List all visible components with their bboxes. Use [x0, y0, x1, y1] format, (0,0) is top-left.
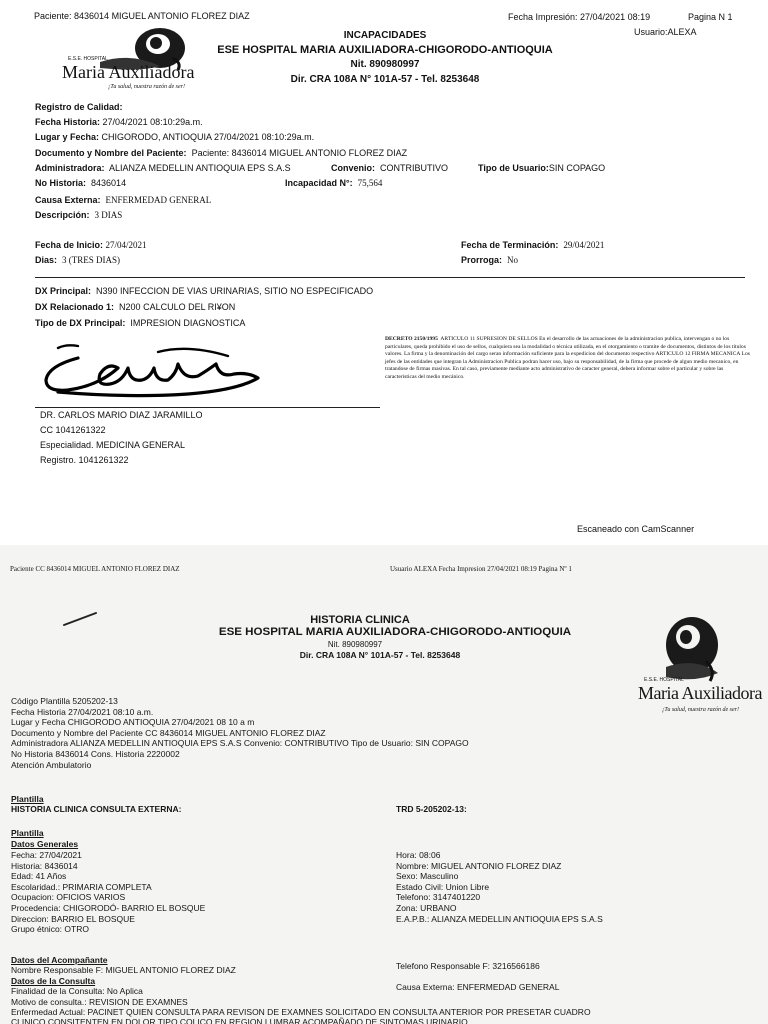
- plantilla-heading-2: Plantilla: [11, 828, 44, 838]
- no-historia-row: [35, 178, 126, 188]
- admin-row: [35, 163, 291, 173]
- address: Dir. CRA 108A N° 101A-57 - Tel. 8253648: [290, 74, 480, 85]
- field-nombre: Nombre: MIGUEL ANTONIO FLOREZ DIAZ: [396, 860, 562, 871]
- lugar-label: Lugar y Fecha:: [35, 132, 100, 142]
- fecha-term-label: Fecha de Terminación:: [461, 240, 559, 250]
- dias-value: 3 (TRES DIAS): [62, 255, 121, 265]
- causa-row: [35, 195, 211, 205]
- fecha-historia-label: Fecha Historia:: [35, 117, 101, 127]
- hospital-name: ESE HOSPITAL MARIA AUXILIADORA-CHIGORODO-ANTIOQUIA: [217, 44, 553, 56]
- decreto-body: ARTICULO 11 SUPRESION DE SELLOS En el desarrollo de las actuaciones de la administracion publica, intervengan o no los particulares, queda prohibido el uso de sellos, cualquiera sea la modalidad o técnica utilizada, en el otorgamiento o tramite de documentos, distintos de los títulos valores. La firma y la denominación del cargo seran información suficiente para la expedicion del documento respectivo ARTICULO 12 FIRMA MECANICA Los jefes de las entidades que integran la Administracion Publica podran hacer uso, bajo su responsabilidad, de la firma que procede de algun medio mecanico, en tratandose de firmas masivas. En tal caso, previamente mediante acto administrativo de caracter general, debera informar sobre el particular y sobre las caracteristicas del medio mecánico.: [385, 336, 750, 380]
- causa-value: ENFERMEDAD GENERAL: [105, 195, 212, 205]
- decreto-text-block: [385, 336, 750, 382]
- causa-externa: Causa Externa: ENFERMEDAD GENERAL: [396, 982, 560, 992]
- page2-line: No Historia 8436014 Cons. Historia 2220002: [11, 748, 180, 759]
- patient-header: Paciente: 8436014 MIGUEL ANTONIO FLOREZ DIAZ: [34, 11, 250, 21]
- tipo-dx-row: [35, 318, 245, 328]
- page2-logo-tagline: ¡Tu salud, nuestra razón de ser!: [662, 707, 740, 713]
- lugar-value: CHIGORODO, ANTIOQUIA 27/04/2021 08:10:29a.m.: [101, 132, 315, 142]
- doctor-cc: CC 1041261322: [40, 425, 106, 435]
- incapacidad-label: Incapacidad N°:: [285, 178, 353, 188]
- tipo-usuario-label: Tipo de Usuario:: [478, 163, 549, 173]
- logo-name: Maria Auxiliadora: [62, 62, 195, 82]
- page2-hospital-logo: [636, 611, 762, 741]
- fecha-historia-value: 27/04/2021 08:10:29a.m.: [102, 117, 203, 127]
- descripcion-value: 3 DIAS: [94, 210, 123, 220]
- plantilla-heading-1: Plantilla: [11, 794, 44, 804]
- motivo-consulta: Motivo de consulta.: REVISION DE EXAMNES: [11, 997, 188, 1007]
- page2-title: HISTORIA CLINICA: [310, 614, 410, 626]
- nombre-responsable: Nombre Responsable F: MIGUEL ANTONIO FLOREZ DIAZ: [11, 965, 236, 975]
- fecha-inicio-label: Fecha de Inicio:: [35, 240, 104, 250]
- divider: [35, 277, 745, 278]
- datos-generales-heading: Datos Generales: [11, 839, 79, 849]
- doctor-registro: Registro. 1041261322: [40, 455, 129, 465]
- prorroga-row: [461, 255, 518, 265]
- field-historia: Historia: 8436014: [11, 860, 78, 871]
- page-number: Pagina N 1: [688, 12, 733, 22]
- dias-row: [35, 255, 120, 265]
- historia-clinica-page: [0, 545, 768, 1024]
- doctor-name: DR. CARLOS MARIO DIAZ JARAMILLO: [40, 410, 203, 420]
- dias-label: Dias:: [35, 255, 58, 265]
- fecha-inicio-value: 27/04/2021: [105, 240, 147, 250]
- datos-acompanante-heading: Datos del Acompañante: [11, 955, 108, 965]
- field-fecha: Fecha: 27/04/2021: [11, 850, 82, 860]
- dx-principal-row: [35, 286, 373, 296]
- camscanner-watermark: Escaneado con CamScanner: [577, 524, 695, 534]
- dx-rel-row: [35, 302, 235, 312]
- page2-hospital-name: ESE HOSPITAL MARIA AUXILIADORA-CHIGORODO-ANTIOQUIA: [218, 626, 572, 638]
- hospital-logo: [60, 22, 200, 100]
- field-sexo: Sexo: Masculino: [396, 871, 459, 882]
- datos-consulta-heading: Datos de la Consulta: [11, 976, 96, 986]
- dx-rel-label: DX Relacionado 1:: [35, 302, 115, 312]
- field-edad: Edad: 41 Años: [11, 871, 67, 882]
- incapacidad-value: 75,564: [357, 178, 383, 188]
- dx-rel-value: N200 CALCULO DEL RI¥ON: [119, 302, 236, 312]
- logo-tagline: ¡Tu salud, nuestra razón de ser!: [108, 84, 186, 90]
- page2-patient-header: Paciente CC 8436014 MIGUEL ANTONIO FLOREZ DIAZ: [10, 565, 180, 573]
- field-ocupacion: Ocupacion: OFICIOS VARIOS: [11, 892, 126, 903]
- tipo-usuario-value: SIN COPAGO: [548, 163, 606, 173]
- admin-label: Administradora:: [35, 163, 105, 173]
- convenio-row: [331, 163, 448, 173]
- nit: Nit. 890980997: [350, 59, 420, 70]
- no-historia-value: 8436014: [91, 178, 127, 188]
- madonna-emblem-icon: [636, 611, 746, 685]
- dx-principal-value: N390 INFECCION DE VIAS URINARIAS, SITIO NO ESPECIFICADO: [96, 286, 374, 296]
- dx-principal-label: DX Principal:: [35, 286, 92, 296]
- page2-line: Administradora ALIANZA MEDELLIN ANTIOQUIA EPS S.A.S Convenio: CONTRIBUTIVO Tipo de Usuario: SIN COPAGO: [11, 738, 469, 749]
- left-fields: [11, 850, 205, 935]
- fecha-term-row: [461, 240, 604, 250]
- fecha-inicio-row: [35, 240, 147, 250]
- page2-user-header: Usuario ALEXA Fecha Impresion 27/04/2021 08:19 Pagina Nº 1: [390, 565, 572, 573]
- doctor-signature: [38, 338, 278, 406]
- documento-label: Documento y Nombre del Paciente:: [35, 148, 187, 158]
- descripcion-row: [35, 210, 122, 220]
- page2-header-fields: [11, 696, 469, 770]
- doc-title: INCAPACIDADES: [343, 30, 427, 41]
- tipo-dx-label: Tipo de DX Principal:: [35, 318, 126, 328]
- page2-address: Dir. CRA 108A N° 101A-57 - Tel. 8253648: [299, 650, 461, 660]
- page2-logo-small-text: E.S.E. HOSPITAL: [644, 677, 684, 683]
- convenio-value: CONTRIBUTIVO: [380, 163, 449, 173]
- fecha-historia-row: [35, 117, 203, 127]
- page2-line: Atención Ambulatorio: [11, 759, 92, 770]
- telefono-responsable: Telefono Responsable F: 3216566186: [396, 961, 540, 971]
- decreto-title: DECRETO 2150/1995: [385, 336, 438, 342]
- tipo-dx-value: IMPRESION DIAGNOSTICA: [130, 318, 246, 328]
- registro-calidad: Registro de Calidad:: [35, 102, 123, 112]
- trd-code: TRD 5-205202-13:: [396, 804, 467, 814]
- print-date: Fecha Impresión: 27/04/2021 08:19: [508, 12, 651, 22]
- page2-line: Documento y Nombre del Paciente CC 8436014 MIGUEL ANTONIO FLOREZ DIAZ: [11, 727, 326, 738]
- page2-line: Fecha Historia 27/04/2021 08:10 a.m.: [11, 706, 154, 717]
- descripcion-label: Descripción:: [35, 210, 90, 220]
- page2-line: Lugar y Fecha CHIGORODO ANTIOQUIA 27/04/2021 08 10 a m: [11, 717, 255, 728]
- field-telefono: Telefono: 3147401220: [396, 892, 481, 903]
- convenio-label: Convenio:: [331, 163, 375, 173]
- enfermedad-actual: Enfermedad Actual: PACINET QUIEN CONSULTA PARA REVISON DE EXAMNES SOLICITADO EN CONSULTA ANTERIOR POR PRESETAR CUADRO: [11, 1007, 591, 1017]
- admin-value: ALIANZA MEDELLIN ANTIOQUIA EPS S.A.S: [109, 163, 291, 173]
- documento-row: [35, 148, 407, 158]
- fecha-term-value: 29/04/2021: [563, 240, 605, 250]
- signature-line: [35, 407, 380, 408]
- documento-value: Paciente: 8436014 MIGUEL ANTONIO FLOREZ DIAZ: [191, 148, 408, 158]
- field-direccion: Direccion: BARRIO EL BOSQUE: [11, 913, 135, 924]
- causa-label: Causa Externa:: [35, 195, 101, 205]
- logo-small-text: E.S.E. HOSPITAL: [68, 56, 108, 62]
- prorroga-value: No: [507, 255, 519, 265]
- field-zona: Zona: URBANO: [396, 902, 457, 913]
- consulta-heading: HISTORIA CLINICA CONSULTA EXTERNA:: [11, 804, 182, 814]
- lugar-row: [35, 132, 314, 142]
- field-eapb: E.A.P.B.: ALIANZA MEDELLIN ANTIOQUIA EPS S.A.S: [396, 913, 603, 924]
- page2-logo-name: Maria Auxiliadora: [638, 683, 762, 703]
- tipo-usuario-row: [478, 163, 605, 173]
- page2-line: Código Plantilla 5205202-13: [11, 696, 118, 706]
- field-procedencia: Procedencia: CHIGORODÓ- BARRIO EL BOSQUE: [11, 902, 206, 913]
- right-fields: [396, 850, 603, 924]
- enfermedad-actual-cont: CLINICO CONSITENTEN EN DOLOR TIPO COLICO EN REGION LUMBAR ACOMPAÑADO DE SINTOMAS URINARIO .: [11, 1017, 473, 1024]
- field-hora: Hora: 08:06: [396, 850, 441, 860]
- user-label: Usuario:ALEXA: [634, 27, 697, 37]
- field-estado-civil: Estado Civil: Union Libre: [396, 881, 490, 892]
- page2-nit: Nit. 890980997: [327, 640, 383, 649]
- no-historia-label: No Historia:: [35, 178, 87, 188]
- field-grupo-etnico: Grupo étnico: OTRO: [11, 924, 89, 935]
- field-escolaridad: Escolaridad.: PRIMARIA COMPLETA: [11, 881, 152, 892]
- finalidad: Finalidad de la Consulta: No Aplica: [11, 986, 143, 996]
- pen-mark: [62, 609, 98, 629]
- incapacidad-row: [285, 178, 382, 188]
- prorroga-label: Prorroga:: [461, 255, 503, 265]
- doctor-especialidad: Especialidad. MEDICINA GENERAL: [40, 440, 186, 450]
